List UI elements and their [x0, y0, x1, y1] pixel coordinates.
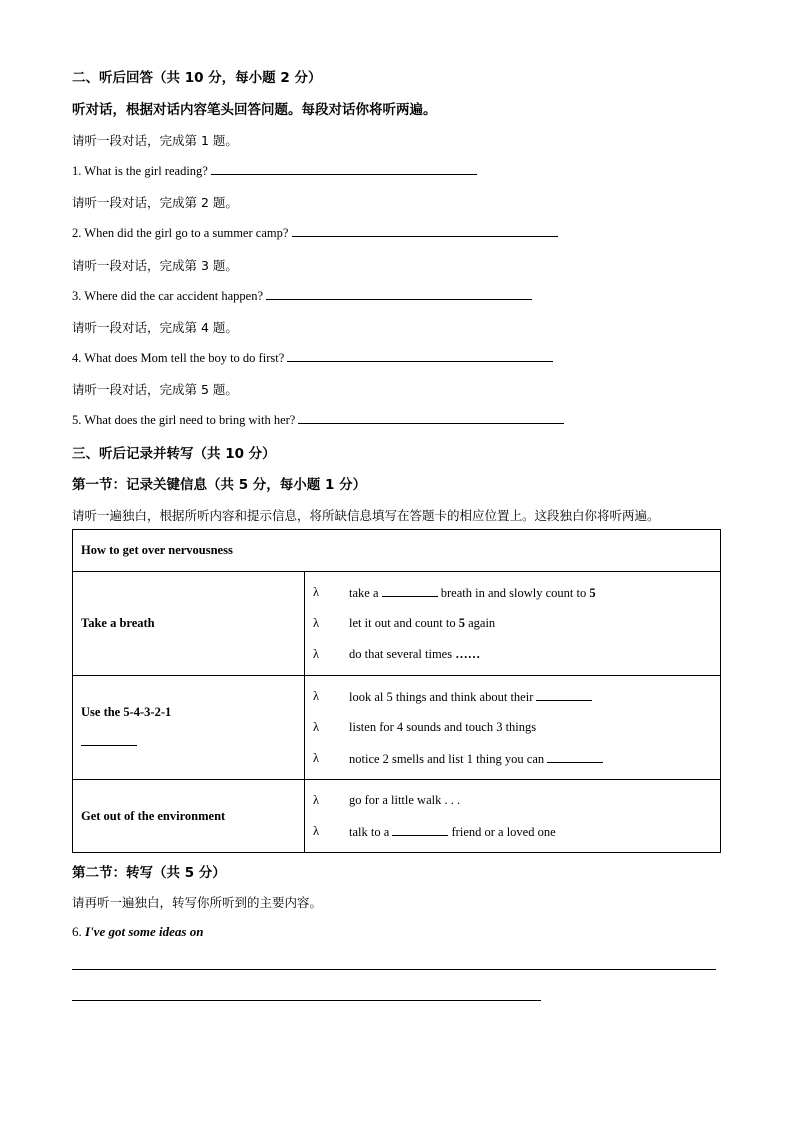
blank-3[interactable]	[547, 751, 603, 763]
question-2-text: 2. When did the girl go to a summer camp?	[72, 226, 289, 240]
bullet-text: notice 2 smells and list 1 thing you can	[349, 751, 603, 767]
writing-line-1[interactable]	[72, 969, 716, 970]
answer-3-blank[interactable]	[266, 287, 532, 300]
bullet-icon: λ	[313, 793, 320, 807]
answer-2-blank[interactable]	[292, 224, 558, 237]
part2-instruction: 请再听一遍独白，转写你所听到的主要内容。	[72, 895, 323, 910]
table-header: How to get over nervousness	[73, 530, 721, 572]
prompt-5: 请听一段对话，完成第 5 题。	[72, 382, 238, 397]
question-3	[72, 287, 532, 304]
notes-table	[72, 529, 721, 853]
question-5-text: 5. What does the girl need to bring with her?	[72, 413, 296, 427]
answer-5-blank[interactable]	[298, 411, 564, 424]
section2-instruction: 听对话，根据对话内容笔头回答问题。每段对话你将听两遍。	[72, 102, 437, 118]
list-item	[313, 712, 712, 743]
bullet-icon: λ	[313, 720, 320, 734]
question-4	[72, 349, 553, 366]
question-2	[72, 224, 558, 241]
row-label-breath: Take a breath	[73, 572, 305, 676]
question-6	[72, 924, 203, 940]
question-5	[72, 411, 564, 428]
row-label-environment: Get out of the environment	[73, 780, 305, 853]
list-item	[313, 639, 712, 670]
writing-line-2[interactable]	[72, 1000, 541, 1001]
prompt-1: 请听一段对话，完成第 1 题。	[72, 133, 238, 148]
bullet-text: let it out and count to 5 again	[349, 616, 496, 630]
bullet-text: take a breath in and slowly count to 5	[349, 585, 596, 600]
bullet-text: go for a little walk . . .	[349, 793, 461, 807]
section2-title: 二、听后回答（共 10 分，每小题 2 分）	[72, 70, 322, 86]
question-3-text: 3. Where did the car accident happen?	[72, 289, 263, 303]
bullet-text: talk to a friend or a loved one	[349, 824, 556, 839]
bullet-icon: λ	[313, 585, 320, 599]
part1-title: 第一节：记录关键信息（共 5 分，每小题 1 分）	[72, 477, 367, 493]
question-6-text: I've got some ideas on	[85, 924, 204, 939]
section3-title: 三、听后记录并转写（共 10 分）	[72, 446, 276, 462]
answer-1-blank[interactable]	[211, 162, 477, 175]
question-4-text: 4. What does Mom tell the boy to do first?	[72, 351, 285, 365]
blank-4[interactable]	[392, 824, 448, 836]
list-item	[313, 577, 712, 608]
bullet-icon: λ	[313, 647, 320, 661]
row-content-breath	[305, 572, 721, 676]
bullet-text: listen for 4 sounds and touch 3 things	[349, 720, 537, 734]
bullet-text: look al 5 things and think about their	[349, 689, 592, 705]
blank-1[interactable]	[382, 585, 438, 597]
part1-instruction: 请听一遍独白，根据所听内容和提示信息，将所缺信息填写在答题卡的相应位置上。这段独白你将听两遍。	[72, 508, 660, 523]
bullet-icon: λ	[313, 824, 320, 838]
bullet-icon: λ	[313, 616, 320, 630]
question-6-number: 6.	[72, 924, 82, 939]
list-item	[313, 816, 712, 847]
list-item	[313, 608, 712, 639]
bullet-icon: λ	[313, 751, 320, 765]
prompt-3: 请听一段对话，完成第 3 题。	[72, 258, 238, 273]
bullet-text: do that several times ……	[349, 647, 481, 661]
row-content-environment	[305, 780, 721, 853]
question-1-text: 1. What is the girl reading?	[72, 164, 208, 178]
prompt-4: 请听一段对话，完成第 4 题。	[72, 320, 238, 335]
blank-2[interactable]	[536, 689, 592, 701]
row-label-54321	[73, 676, 305, 780]
question-1	[72, 162, 477, 179]
bullet-icon: λ	[313, 689, 320, 703]
answer-4-blank[interactable]	[287, 349, 553, 362]
list-item	[313, 743, 712, 774]
row-label-text: Use the 5-4-3-2-1	[81, 705, 172, 719]
part2-title: 第二节：转写（共 5 分）	[72, 865, 226, 881]
blank-label[interactable]	[81, 734, 137, 746]
list-item	[313, 785, 712, 816]
prompt-2: 请听一段对话，完成第 2 题。	[72, 195, 238, 210]
list-item	[313, 681, 712, 712]
row-content-54321	[305, 676, 721, 780]
